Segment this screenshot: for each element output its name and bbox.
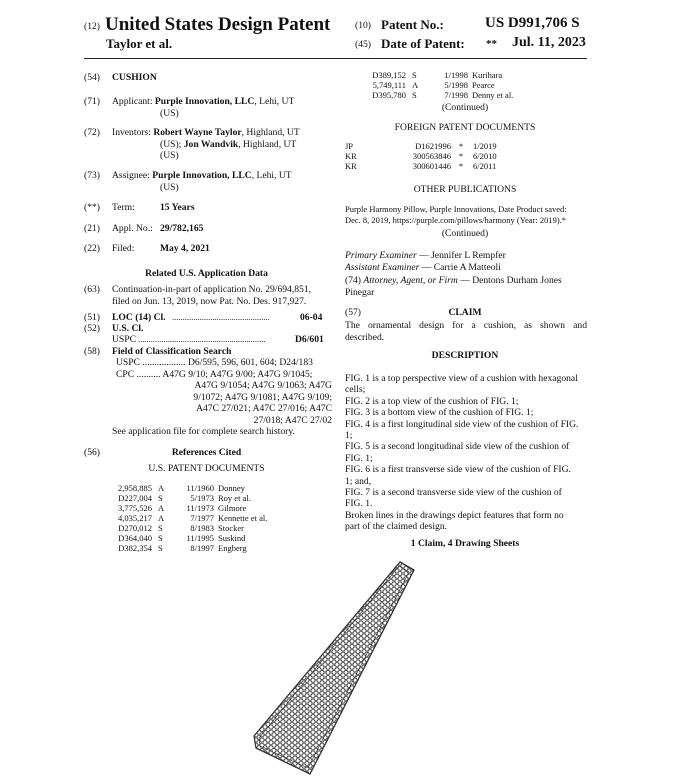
title-cushion: CUSHION <box>112 72 157 83</box>
description-line: FIG. 5 is a second longitudinal side view of the cushion of <box>345 441 570 453</box>
primary-examiner-label: Primary Examiner <box>345 250 417 261</box>
patent-number-cell: D364,040 <box>118 533 152 543</box>
header-rule <box>84 58 587 59</box>
table-row <box>108 483 267 493</box>
code-term: (**) <box>84 202 100 213</box>
code-21: (21) <box>84 223 100 234</box>
table-row <box>345 141 497 151</box>
appl-no-value: 29/782,165 <box>160 223 204 234</box>
table-row <box>366 70 513 80</box>
inventor-2-country: (US) <box>160 150 179 161</box>
table-row <box>108 513 267 523</box>
loc-value: 06-04 <box>300 312 323 323</box>
field-line-uspc: USPC .................. D6/595, 596, 601, 604; D24/183 <box>116 357 313 368</box>
code-54: (54) <box>84 72 100 83</box>
code-71: (71) <box>84 96 100 107</box>
country-cell: KR <box>345 151 357 161</box>
field-line-3: A47G 9/1054; A47G 9/1063; A47G <box>194 380 332 391</box>
date-cell: 7/1998 <box>444 90 468 100</box>
patent-number-cell: D270,012 <box>118 523 152 533</box>
table-row <box>108 543 267 553</box>
filed-value: May 4, 2021 <box>160 243 210 254</box>
description-line: FIG. 1. <box>345 498 373 510</box>
name-cell: Gilmore <box>218 503 247 513</box>
date-cell: 11/1973 <box>186 503 214 513</box>
us-docs-title: U.S. PATENT DOCUMENTS <box>148 463 265 474</box>
star-cell: * <box>458 161 464 171</box>
references-title: References Cited <box>171 447 242 458</box>
attorney-code: (74) <box>345 275 364 286</box>
document-title: United States Design Patent <box>105 14 331 35</box>
description-line: cells; <box>345 384 366 396</box>
star-cell: * <box>458 151 464 161</box>
date-cell: 1/1998 <box>444 70 468 80</box>
assignee-country: (US) <box>160 181 179 193</box>
code-57: (57) <box>345 307 361 318</box>
kind-cell: A <box>158 503 165 513</box>
inventors-block <box>112 127 322 162</box>
applicant-block <box>112 96 322 119</box>
description-line: FIG. 1; <box>345 452 373 464</box>
code-12: (12) <box>84 21 100 32</box>
code-22: (22) <box>84 243 100 254</box>
table-row <box>345 151 497 161</box>
us-patent-table <box>108 483 267 553</box>
name-cell: Kurihara <box>472 70 503 80</box>
us-patent-table-continued <box>366 70 513 100</box>
table-row <box>108 503 267 513</box>
applicant-location: , Lehi, UT <box>254 96 295 107</box>
date-cell: 11/1960 <box>186 483 214 493</box>
claim-text <box>345 320 587 343</box>
name-cell: Engberg <box>218 543 247 553</box>
kind-cell: S <box>158 493 163 503</box>
patent-number-cell: D382,354 <box>118 543 152 553</box>
description-line: FIG. 2 is a top view of the cushion of FIG. 1; <box>345 395 519 407</box>
assignee-location: , Lehi, UT <box>251 170 292 181</box>
claim-title: CLAIM <box>448 307 482 318</box>
code-63: (63) <box>84 284 100 295</box>
table-row <box>108 493 267 503</box>
kind-cell: A <box>158 513 165 523</box>
applicant-name: Purple Innovation, LLC <box>154 96 255 107</box>
date-cell: 6/2010 <box>473 151 497 161</box>
other-pub-line-2: Dec. 8, 2019, https://purple.com/pillows/harmony (Year: 2019).* <box>345 215 567 225</box>
field-line-cpc: CPC .......... A47G 9/10; A47G 9/00; A47G 9/1045; <box>116 368 313 380</box>
name-cell: Donney <box>218 483 245 493</box>
patent-number-cell: 2,958,885 <box>118 483 152 493</box>
description-line: 1; <box>345 430 353 442</box>
description-line: Broken lines in the drawings depict features that form no <box>345 509 564 521</box>
date-cell: 5/1998 <box>444 80 468 90</box>
patent-number: US D991,706 S <box>485 15 580 31</box>
attorney-label: Attorney, Agent, or Firm <box>363 275 458 286</box>
country-cell: KR <box>345 161 357 171</box>
date-cell: 6/2011 <box>473 161 497 171</box>
patent-no-label: Patent No.: <box>381 17 444 32</box>
term-value: 15 Years <box>160 202 195 213</box>
foreign-title: FOREIGN PATENT DOCUMENTS <box>394 122 536 133</box>
table-row <box>108 533 267 543</box>
name-cell: Pearce <box>472 80 495 90</box>
description-line: part of the claimed design. <box>345 521 448 533</box>
field-line-4: 9/1072; A47G 9/1081; A47G 9/109; <box>193 391 332 403</box>
inventor-2-location: , Highland, UT <box>238 138 297 150</box>
code-51: (51) <box>84 312 100 323</box>
date-cell: 8/1983 <box>190 523 214 533</box>
description-line: 1; and, <box>345 475 372 487</box>
description-text <box>345 373 587 533</box>
inventor-1-location: , Highland, UT <box>241 127 300 138</box>
inventor-1: Robert Wayne Taylor <box>153 127 242 138</box>
filed-label: Filed: <box>112 243 135 254</box>
date-cell: 1/2019 <box>473 141 497 151</box>
name-cell: Suskind <box>218 533 246 543</box>
date-cell: 7/1977 <box>190 513 214 523</box>
claims-sheets: 1 Claim, 4 Drawing Sheets <box>410 538 520 549</box>
assistant-examiner-label: Assistant Examiner <box>345 261 420 273</box>
foreign-number-cell: 300563846 <box>412 151 451 161</box>
inventors-label: Inventors: <box>112 127 151 138</box>
name-cell: Denny et al. <box>472 90 514 100</box>
code-45: (45) <box>355 39 371 50</box>
related-title: Related U.S. Application Data <box>145 268 268 279</box>
appl-no-label: Appl. No.: <box>112 223 153 234</box>
other-pub-line-1: Purple Harmony Pillow, Purple Innovations, Date Product saved: <box>345 204 567 214</box>
continued-2: (Continued) <box>441 228 489 239</box>
attorney-line-2: Pinegar <box>345 286 375 298</box>
name-cell: Stocker <box>218 523 244 533</box>
inventor-1-country: (US); <box>160 138 184 150</box>
date-of-patent: Jul. 11, 2023 <box>512 35 586 50</box>
description-title: DESCRIPTION <box>431 350 499 361</box>
code-73: (73) <box>84 170 100 181</box>
field-line-see-file: See application file for complete search history. <box>112 426 295 437</box>
name-cell: Kennette et al. <box>218 513 268 523</box>
applicant-label: Applicant: <box>112 96 153 107</box>
table-row <box>108 523 267 533</box>
code-10: (10) <box>355 20 371 31</box>
patent-number-cell: D395,780 <box>372 90 406 100</box>
kind-cell: S <box>158 543 163 553</box>
attorney-value: — Dentons Durham Jones <box>457 275 562 286</box>
term-label: Term: <box>112 202 135 213</box>
cushion-drawing <box>250 558 420 780</box>
foreign-number-cell: D1621996 <box>415 141 451 151</box>
assistant-examiner-value: — Carrie A Matteoli <box>419 261 501 273</box>
continuation-text <box>112 284 337 307</box>
other-pubs-text <box>345 204 590 226</box>
date-cell: 8/1997 <box>190 543 214 553</box>
table-row <box>345 161 497 171</box>
uspc-value: D6/601 <box>295 334 324 345</box>
cushion-outline <box>254 562 414 774</box>
date-cell: 5/1973 <box>190 493 214 503</box>
kind-cell: S <box>158 533 163 543</box>
loc-label: LOC (14) Cl. <box>112 312 166 323</box>
inventor-2: Jon Wandvik <box>183 138 239 150</box>
code-58: (58) <box>84 346 100 357</box>
kind-cell: S <box>158 523 163 533</box>
field-search-lines <box>112 357 332 438</box>
date-cell: 11/1995 <box>186 533 214 543</box>
continuation-line-2: filed on Jun. 13, 2019, now Pat. No. Des. 917,927. <box>112 295 307 307</box>
claim-line-2: described. <box>345 331 385 343</box>
patent-number-cell: D227,004 <box>118 493 152 503</box>
assignee-name: Purple Innovation, LLC <box>152 170 252 181</box>
name-cell: Roy et al. <box>218 493 251 503</box>
assignee-block <box>112 170 322 193</box>
description-line: FIG. 6 is a first transverse side view of the cushion of FIG. <box>345 464 571 476</box>
field-search-label: Field of Classification Search <box>112 346 232 357</box>
uscl-label: U.S. Cl. <box>112 323 144 334</box>
code-56: (56) <box>84 447 100 458</box>
patent-number-cell: 4,035,217 <box>118 513 152 523</box>
code-52: (52) <box>84 323 100 334</box>
field-line-5: A47C 27/021; A47C 27/016; A47C <box>196 403 332 414</box>
patent-number-cell: 3,775,526 <box>118 503 152 513</box>
examiner-block <box>345 250 590 298</box>
loc-dots: .............................................. <box>172 312 270 322</box>
table-row <box>366 80 513 90</box>
continued-1: (Continued) <box>441 102 489 113</box>
foreign-patent-table <box>345 141 497 171</box>
other-pubs-title: OTHER PUBLICATIONS <box>413 184 517 195</box>
uspc-dots: ............................................................ <box>138 334 266 344</box>
foreign-number-cell: 300601446 <box>412 161 451 171</box>
continuation-line-1: Continuation-in-part of application No. 29/694,851, <box>112 284 312 295</box>
assignee-label: Assignee: <box>112 170 150 181</box>
applicant-country: (US) <box>160 107 179 119</box>
authors: Taylor et al. <box>106 36 173 51</box>
kind-cell: A <box>412 80 419 90</box>
description-line: FIG. 1 is a top perspective view of a cushion with hexagonal <box>345 373 578 384</box>
uspc-label: USPC <box>112 334 136 345</box>
kind-cell: A <box>158 483 165 493</box>
patent-number-cell: D389,152 <box>372 70 406 80</box>
description-line: FIG. 3 is a bottom view of the cushion of FIG. 1; <box>345 407 534 419</box>
date-label: Date of Patent: <box>381 36 465 51</box>
kind-cell: S <box>412 90 417 100</box>
description-line: FIG. 4 is a first longitudinal side view of the cushion of FIG. <box>345 418 579 430</box>
kind-cell: S <box>412 70 417 80</box>
description-line: FIG. 7 is a second transverse side view of the cushion of <box>345 487 562 499</box>
code-72: (72) <box>84 127 100 138</box>
primary-examiner-value: — Jennifer L Rempfer <box>416 250 506 261</box>
date-stars: ** <box>486 38 497 50</box>
patent-number-cell: 5,749,111 <box>372 80 406 90</box>
patent-header <box>84 14 604 54</box>
table-row <box>366 90 513 100</box>
country-cell: JP <box>345 141 354 151</box>
star-cell: * <box>458 141 464 151</box>
claim-line-1: The ornamental design for a cushion, as shown and <box>345 320 587 331</box>
field-line-6: 27/018; A47C 27/02 <box>253 414 332 426</box>
